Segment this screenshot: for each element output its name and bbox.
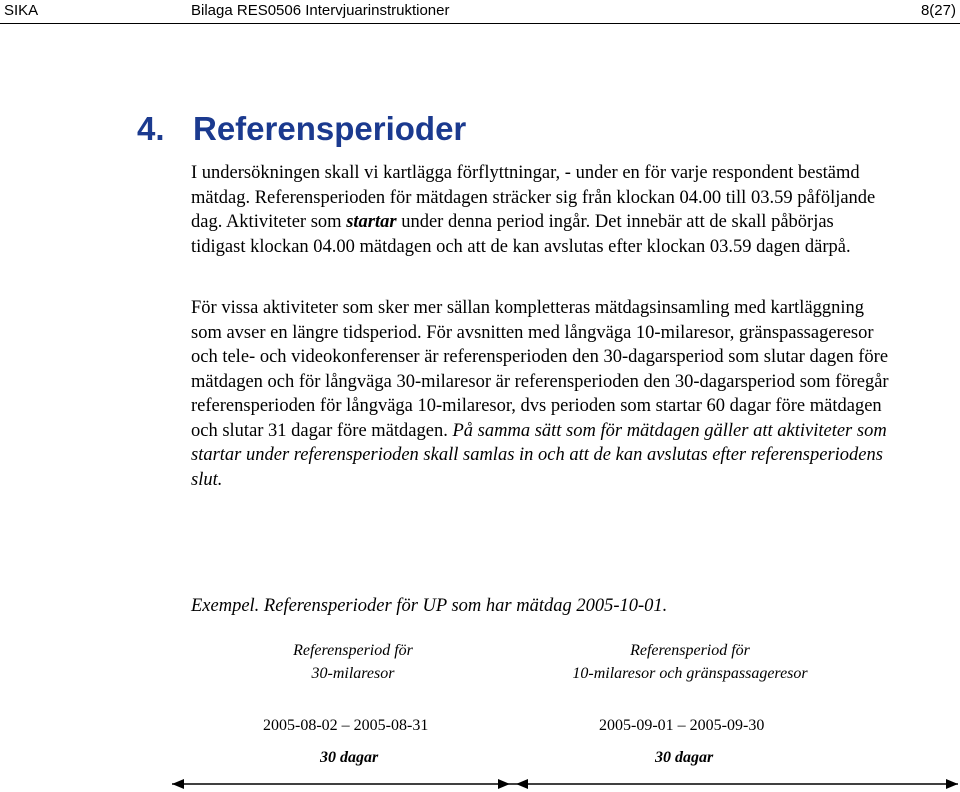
period2-label-line1: Referensperiod för bbox=[630, 642, 750, 659]
paragraph-intro-text-2: under denna period ingår. Det innebär att de skall påbörjas tidigast klockan 04.00 mätdagen och att de kan avslutas efter klockan 03.59 dagen därpå. bbox=[191, 212, 851, 257]
period2-days: 30 dagar bbox=[655, 749, 714, 766]
page-header bbox=[0, 0, 960, 24]
section-heading bbox=[137, 107, 466, 151]
double-arrow-icon bbox=[172, 779, 958, 789]
paragraph-longer-periods-italic: På samma sätt som för mätdagen gäller att aktiviteter som startar under referensperioden skall samlas in och att de kan avslutas efter referensperiodens slut. bbox=[191, 420, 887, 490]
period1-label-line2: 30-milaresor bbox=[311, 665, 395, 682]
section-number: 4. bbox=[137, 110, 165, 147]
timeline-arrows bbox=[170, 776, 960, 792]
paragraph-longer-periods bbox=[191, 296, 891, 492]
period1-days: 30 dagar bbox=[320, 749, 379, 766]
period2-label-line2: 10-milaresor och gränspassageresor bbox=[572, 665, 808, 682]
header-page-number: 8(27) bbox=[920, 2, 956, 19]
period2-dates: 2005-09-01 – 2005-09-30 bbox=[599, 717, 765, 734]
period2-label bbox=[540, 639, 840, 685]
example-caption: Exempel. Referensperioder för UP som har mätdag 2005-10-01. bbox=[191, 596, 668, 616]
paragraph-intro-text-1: I undersökningen skall vi kartlägga förflyttningar, - under en för varje respondent bestämd mätdag. Referensperioden för mätdagen sträcker sig från klockan 04.00 till 03.59 påföljande dag. Aktiviteter som bbox=[191, 163, 876, 232]
period1-label bbox=[253, 639, 453, 685]
paragraph-intro-emphasis: startar bbox=[346, 212, 397, 232]
paragraph-longer-periods-text: För vissa aktiviteter som sker mer sällan kompletteras mätdagsinsamling med kartläggning som avser en längre tidsperiod. För avsnitten med långväga 10-milaresor, gränspassageresor och tele- och videokonferenser är referensperioden den 30-dagarsperiod som slutar dagen före mätdagen och för långväga 30-milaresor är referensperioden den 30-dagarsperiod som föregår referensperioden för långväga 10-milaresor, dvs perioden som startar 60 dagar före mätdagen och slutar 31 dagar före mätdagen. bbox=[191, 298, 889, 441]
section-title: Referensperioder bbox=[193, 110, 467, 147]
header-org: SIKA bbox=[4, 2, 39, 19]
period1-dates: 2005-08-02 – 2005-08-31 bbox=[263, 717, 429, 734]
period1-label-line1: Referensperiod för bbox=[293, 642, 413, 659]
paragraph-intro bbox=[191, 161, 891, 259]
header-divider bbox=[0, 23, 960, 24]
header-document-title: Bilaga RES0506 Intervjuarinstruktioner bbox=[191, 2, 450, 19]
